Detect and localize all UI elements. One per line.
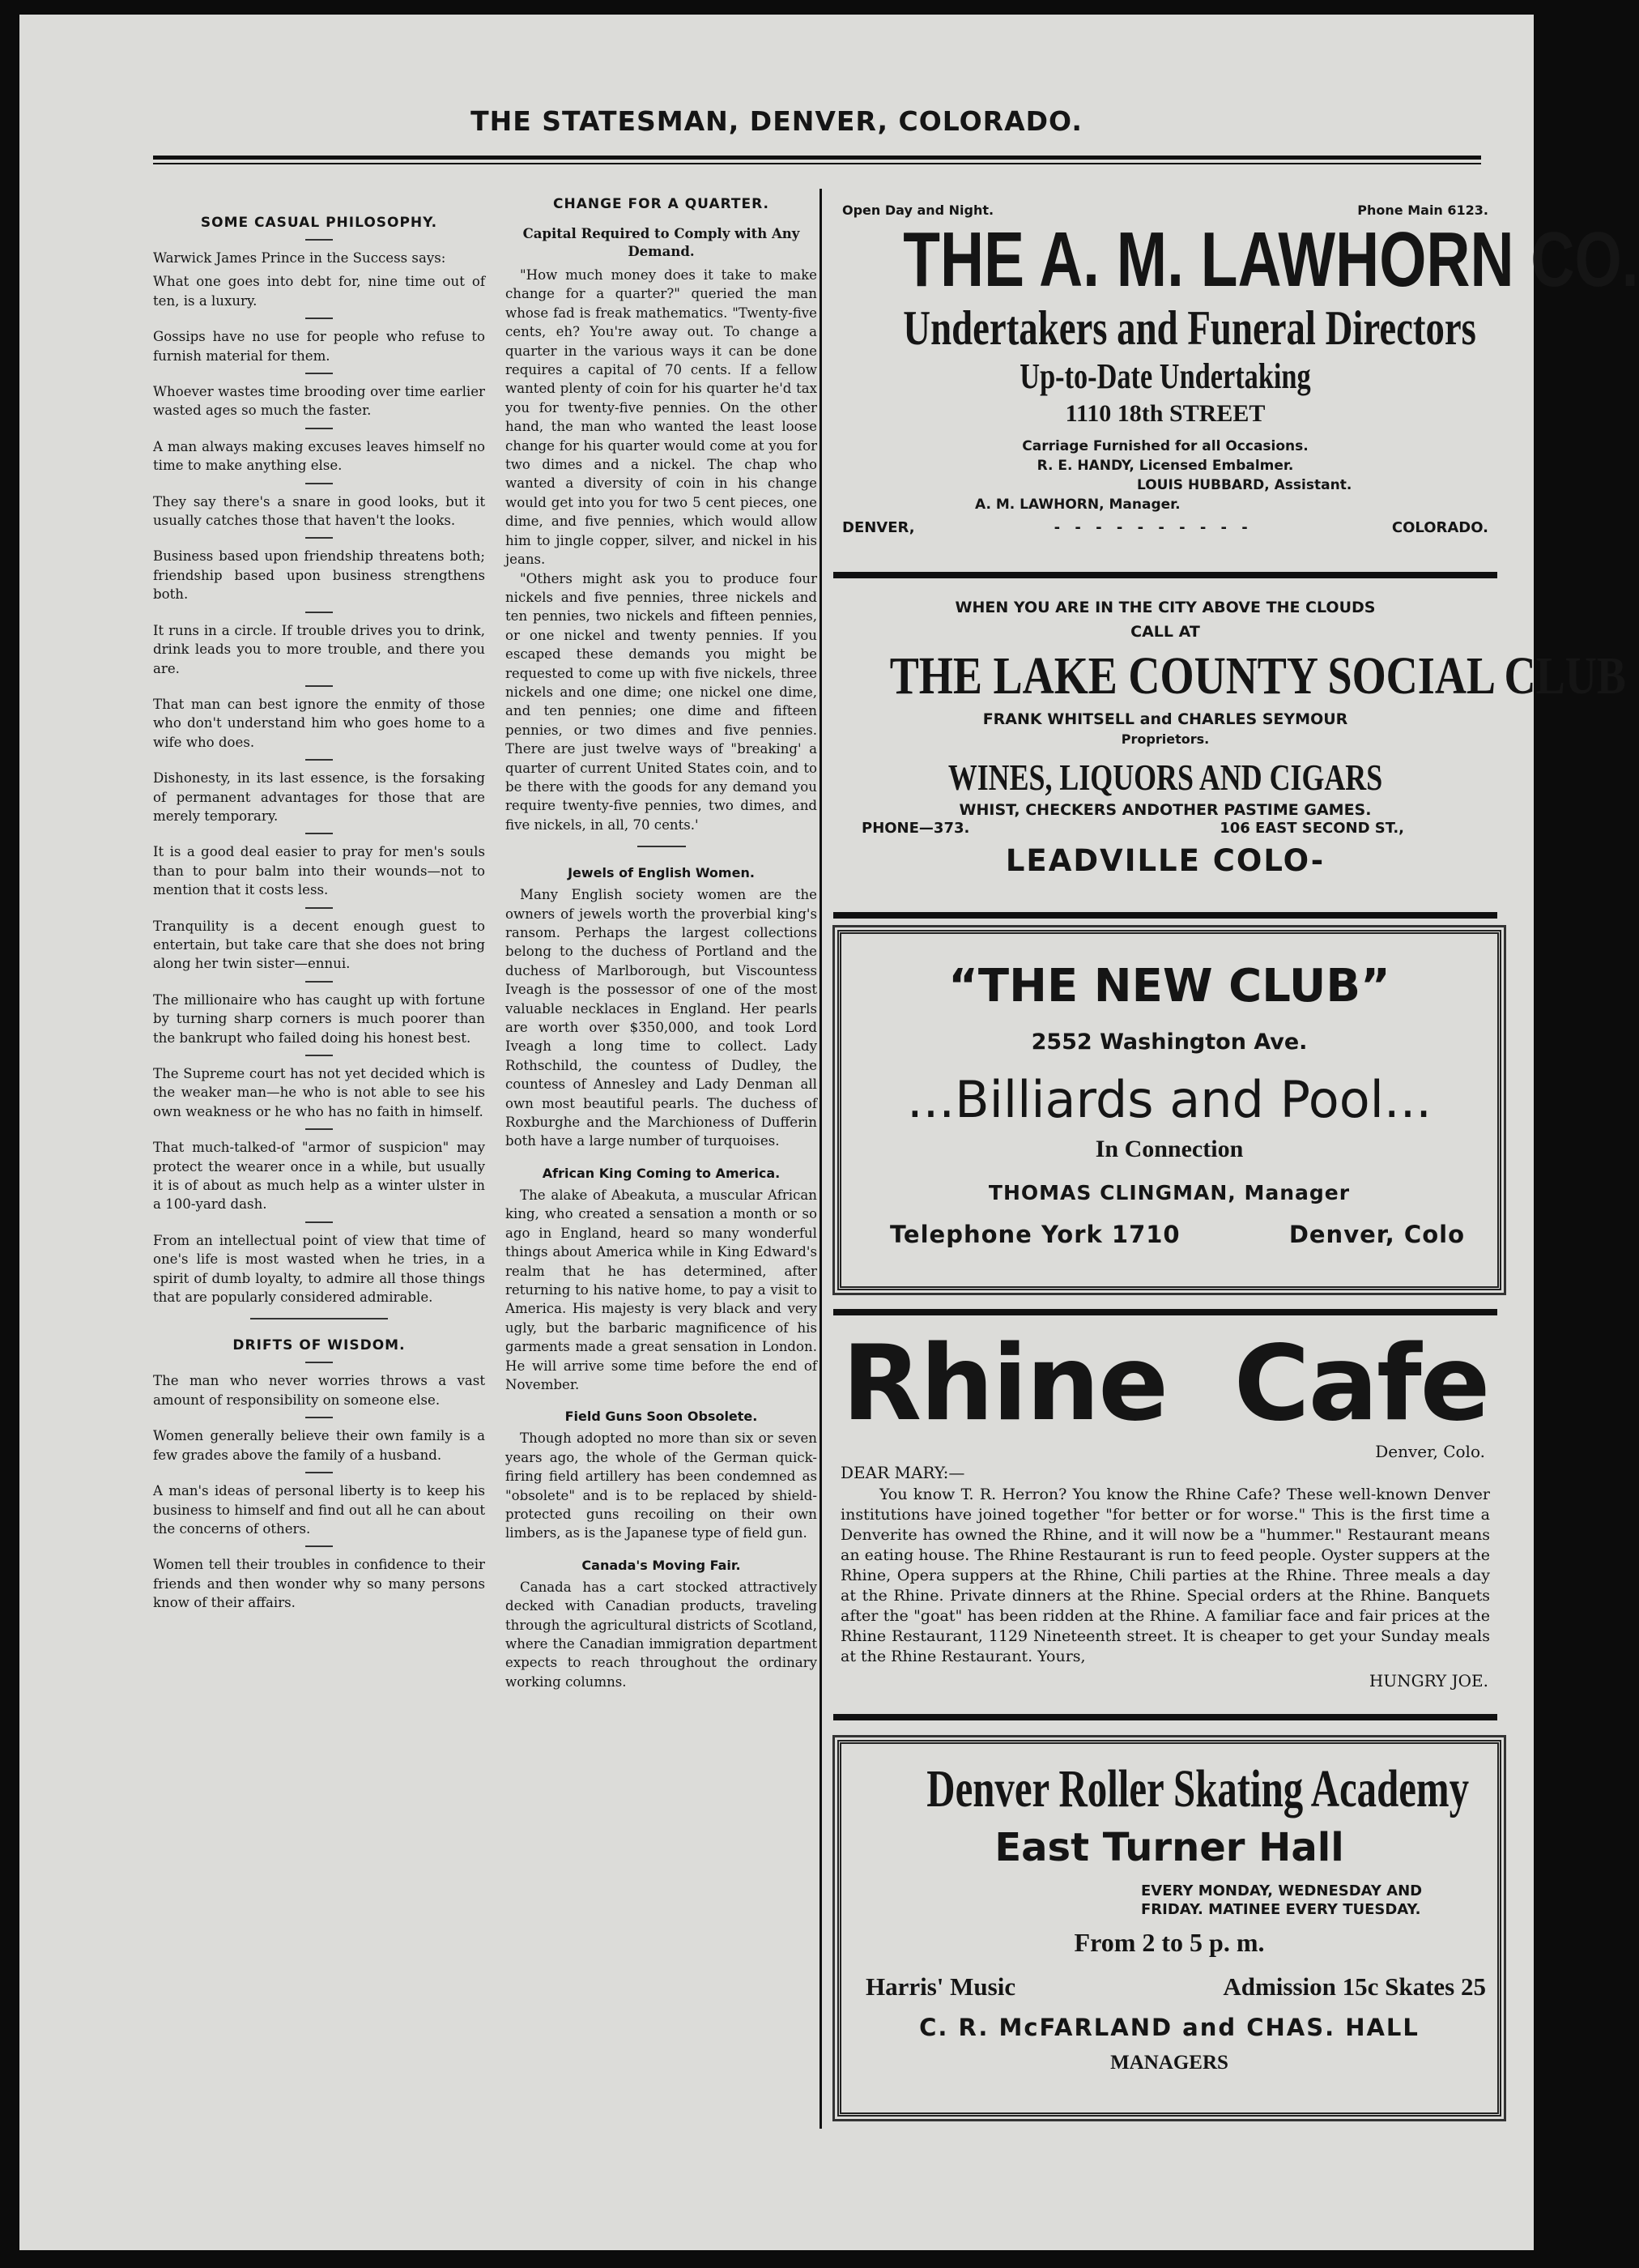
divider <box>305 428 333 429</box>
left-paragraph: Gossips have no use for people who refuse to furnish material for them. <box>153 329 485 364</box>
left-paragraph: It runs in a circle. If trouble drives you to drink, drink leads you to more trouble, and there you are. <box>153 622 485 676</box>
divider <box>305 373 333 374</box>
ad-rhine-body: You know T. R. Herron? You know the Rhine Cafe? These well-known Denver institutions have joined together "for better or for worse." This is the first time a Denverite has owned the Rhine, and it will now be a "hummer." Restaurant means an eating house. The Rhine Restaurant is run to feed people. Oyster suppers at the Rhine, Opera suppers at the Rhine, Chili parties at the Rhine. Three meals a day at the Rhine. Private dinners at the Rhine. Special orders at the Rhine. Banquets after the "goat" has been ridden at the Rhine. A familiar face and fair prices at the Rhine Restaurant, 1129 Nineteenth street. It is cheaper to get your Sunday meals at the Rhine Restaurant. Yours, <box>841 1486 1490 1665</box>
ad-skating-owners-title: MANAGERS <box>1110 2052 1228 2074</box>
middle-heading-2: Jewels of English Women. <box>568 865 755 881</box>
left-paragraph: Business based upon friendship threatens both; friendship based upon business strengthens both. <box>153 548 485 603</box>
middle-column <box>505 193 817 2121</box>
ad-newclub-billiards: ...Billiards and Pool... <box>906 1070 1433 1129</box>
ad-lawhorn-open: Open Day and Night. <box>842 202 994 218</box>
middle-paragraph-5: Canada has a cart stocked attractively decked with Canadian products, traveling through the agricultural districts of Scotland, where the Canadian immigration department expects to reach throughout the ordinary working columns. <box>505 1579 817 1690</box>
ad-lake-phone: PHONE—373. <box>862 820 970 837</box>
divider <box>305 833 333 834</box>
ad-lawhorn-line2: R. E. HANDY, Licensed Embalmer. <box>1037 458 1294 474</box>
divider <box>305 1055 333 1056</box>
middle-paragraph: "How much money does it take to make change for a quarter?" queried the man whose fad is freak mathematics. "Twenty-five cents, eh? You're away out. To change a quarter in the various ways it can be done requires a capital of 70 cents. If a fellow wanted plenty of coin for his quarter he'd tax you for twenty-five pennies. On the other hand, the man who wanted the least loose change for his quarter would come at you for two dimes and a nickel. The chap who wanted a diversity of coin in his change would get into you for two 5 cent pieces, one dime, and five pennies, which would allow him to jingle copper, silver, and nickel in his jeans. <box>505 267 817 568</box>
ad-skating-days: EVERY MONDAY, WEDNESDAY AND FRIDAY. MATINEE EVERY TUESDAY. <box>1141 1882 1423 1918</box>
divider <box>305 537 333 539</box>
middle-heading-3: African King Coming to America. <box>542 1165 781 1181</box>
ad-newclub-address: 2552 Washington Ave. <box>1031 1030 1308 1055</box>
left-paragraph: That much-talked-of "armor of suspicion" may protect the wearer once in a while, but usually it is of about as much help as a winter ulster in a 100-yard dash. <box>153 1140 485 1213</box>
divider <box>305 1221 333 1223</box>
ad-lake-intro1: WHEN YOU ARE IN THE CITY ABOVE THE CLOUDS <box>955 599 1376 616</box>
divider <box>305 759 333 761</box>
left-paragraph: A man always making excuses leaves himself no time to make anything else. <box>153 438 485 474</box>
middle-heading: CHANGE FOR A QUARTER. <box>552 196 769 212</box>
ad-lawhorn-city-dots: - - - - - - - - - - <box>1054 519 1253 536</box>
section-rule <box>637 846 686 847</box>
middle-heading-4: Field Guns Soon Obsolete. <box>564 1409 758 1425</box>
divider <box>305 1472 333 1473</box>
left-paragraph-2: Women tell their troubles in confidence to their friends and then wonder why so many persons know of their affairs. <box>153 1557 485 1611</box>
divider <box>305 612 333 613</box>
divider <box>305 907 333 909</box>
left-paragraph-2: Women generally believe their own family is a few grades above the family of a husband. <box>153 1428 485 1463</box>
middle-paragraph: "Others might ask you to produce four nickels and five pennies, three nickels and ten pennies, two nickels and fifteen pennies, or one nickel and twenty pennies. If you escaped these demands you might be requested to come up with five nickels, three nickels and one dime; one nickel one dime, and ten pennies; one dime and fifteen pennies, or two dimes and five pennies. There are just twelve ways of "breaking' a quarter of current United States coin, and to be there with the goods for any demand you require twenty-five pennies, two dimes, and five nickels, in all, 70 cents.' <box>505 570 817 833</box>
ad-separator <box>833 1714 1497 1720</box>
ad-lawhorn-name: THE A. M. LAWHORN CO. <box>903 216 1639 303</box>
ad-newclub-telephone: Telephone York 1710 <box>890 1221 1181 1248</box>
ad-lawhorn-city-left: DENVER, <box>842 519 915 536</box>
masthead-rule <box>153 156 1481 160</box>
middle-paragraph-4: Though adopted no more than six or seven years ago, the whole of the German quick-firing field artillery has been condemned as "obsolete" and is to be replaced by shield-protected guns recoiling on their own limbers, as is the Japanese type of field gun. <box>505 1430 817 1541</box>
ad-rhine-signature: HUNGRY JOE. <box>1369 1671 1488 1690</box>
divider <box>305 1362 333 1363</box>
ad-skating-name: Denver Roller Skating Academy <box>926 1759 1470 1818</box>
divider <box>305 1128 333 1130</box>
newspaper-page <box>19 15 1639 2250</box>
ad-skating-owners: C. R. McFARLAND and CHAS. HALL <box>919 2014 1420 2041</box>
ad-lake-goods: WINES, LIQUORS AND CIGARS <box>947 757 1383 798</box>
ad-separator <box>833 1309 1497 1315</box>
left-paragraph-2: The man who never worries throws a vast amount of responsibility on someone else. <box>153 1373 485 1408</box>
ad-lake-owners: FRANK WHITSELL and CHARLES SEYMOUR <box>982 710 1348 728</box>
ad-lake-games: WHIST, CHECKERS ANDOTHER PASTIME GAMES. <box>959 801 1372 819</box>
divider <box>305 1545 333 1547</box>
left-heading: SOME CASUAL PHILOSOPHY. <box>200 215 438 231</box>
left-paragraph: They say there's a snare in good looks, but it usually catches those that haven't the looks. <box>153 493 485 529</box>
ad-skating-admission: Admission 15c Skates 25 <box>1223 1972 1486 2001</box>
ad-rhine-cafe <box>829 1323 1501 1707</box>
left-paragraph-2: A man's ideas of personal liberty is to keep his business to himself and find out all he can about the concerns of others. <box>153 1483 485 1537</box>
left-heading-2: DRIFTS OF WISDOM. <box>232 1337 406 1354</box>
ad-newclub-manager: THOMAS CLINGMAN, Manager <box>988 1181 1351 1204</box>
ad-rhine-name: Rhine Cafe <box>841 1324 1489 1444</box>
ad-lawhorn-line1: Carriage Furnished for all Occasions. <box>1022 438 1309 454</box>
left-paragraph: Tranquility is a decent enough guest to entertain, but take care that she does not bring along her twin sister—ennui. <box>153 918 485 972</box>
left-paragraph: The Supreme court has not yet decided which is the weaker man—he who is not able to see his own weakness or he who has no faith in himself. <box>153 1066 485 1119</box>
divider <box>305 685 333 687</box>
ad-lake-owners-title: Proprietors. <box>1121 731 1210 747</box>
ad-new-club <box>837 930 1501 1290</box>
ad-lake-address: 106 EAST SECOND ST., <box>1220 820 1404 837</box>
ad-rhine-salutation: DEAR MARY:— <box>841 1463 965 1482</box>
ad-lawhorn-city-right: COLORADO. <box>1391 519 1488 536</box>
middle-heading-5: Canada's Moving Fair. <box>581 1557 741 1573</box>
ad-lake-county <box>829 586 1626 910</box>
left-paragraph: What one goes into debt for, nine time out of ten, is a luxury. <box>153 274 485 309</box>
middle-paragraph-3: The alake of Abeakuta, a muscular African king, who created a sensation a month or so ago in England, heard so many wonderful things about America while in King Edward's realm that he has determined, after returning to his native home, to pay a visit to America. His majesty is very black and very ugly, but the barbaric magnificence of his garments made a great sensation in London. He will arrive some time before the end of November. <box>505 1187 817 1392</box>
middle-paragraph-2: Many English society women are the owners of jewels worth the proverbial king's ransom. Perhaps the largest collections belong to the duchess of Portland and the duchess of Marlborough, but Viscountess Iveagh is the possessor of one of the most valuable necklaces in England. Her pearls are worth over $350,000, and took Lord Iveagh a long time to collect. Lady Rothschild, the countess of Dudley, the countess of Annesley and Lady Denman all own most beautiful pearls. The duchess of Roxburghe and the Marchioness of Dufferin both have a large number of turquoises. <box>505 887 817 1149</box>
ad-separator <box>833 572 1497 578</box>
divider <box>305 239 333 241</box>
ad-lake-city: LEADVILLE COLO- <box>1005 843 1326 878</box>
ad-lawhorn-address: 1110 18th STREET <box>1065 400 1266 427</box>
divider <box>305 981 333 983</box>
left-paragraph: Warwick James Prince in the Success says: <box>153 250 446 266</box>
ad-newclub-connection: In Connection <box>1095 1136 1244 1162</box>
left-paragraph: Whoever wastes time brooding over time earlier wasted ages so much the faster. <box>153 384 485 419</box>
ad-lawhorn-line3: LOUIS HUBBARD, Assistant. <box>1137 477 1352 493</box>
ad-skating-music: Harris' Music <box>866 1972 1016 2001</box>
ad-skating-hours: From 2 to 5 p. m. <box>1074 1928 1265 1957</box>
ad-lawhorn-tagline: Undertakers and Funeral Directors <box>903 301 1476 355</box>
masthead: THE STATESMAN, DENVER, COLORADO. <box>470 105 1083 137</box>
left-column <box>153 197 485 2125</box>
ad-separator <box>833 912 1497 919</box>
left-paragraph: Dishonesty, in its last essence, is the forsaking of permanent advantages for those that are merely temporary. <box>153 770 485 824</box>
ad-skating-hall: East Turner Hall <box>994 1825 1344 1870</box>
left-paragraph: From an intellectual point of view that time of one's life is most wasted when he tries, in a spirit of dumb loyalty, to admire all those things that are popularly considered admirable. <box>153 1232 485 1306</box>
section-rule <box>250 1318 388 1319</box>
ad-rhine-city: Denver, Colo. <box>1375 1442 1485 1461</box>
ad-lake-name: THE LAKE COUNTY SOCIAL CLUB <box>889 646 1626 706</box>
middle-subheading: Capital Required to Comply with Any Demand. <box>522 226 800 259</box>
ad-newclub-city: Denver, Colo <box>1288 1221 1465 1248</box>
ad-lawhorn-line4: A. M. LAWHORN, Manager. <box>975 497 1181 513</box>
masthead-rule-thin <box>153 163 1481 164</box>
column-rule <box>820 189 822 2129</box>
ad-lawhorn <box>829 185 1639 573</box>
ad-newclub-name: “THE NEW CLUB” <box>948 960 1390 1013</box>
left-paragraph: It is a good deal easier to pray for men's souls than to pour balm into their wounds—not to mention that it costs less. <box>153 844 485 898</box>
left-paragraph: That man can best ignore the enmity of those who don't understand him who goes home to a wife who does. <box>153 696 485 750</box>
divider <box>305 483 333 484</box>
ad-skating <box>837 1740 1501 2117</box>
divider <box>305 1417 333 1418</box>
ad-lawhorn-service: Up-to-Date Undertaking <box>1020 356 1311 396</box>
ad-lake-intro2: CALL AT <box>1130 623 1200 641</box>
divider <box>305 318 333 319</box>
ad-lawhorn-phone: Phone Main 6123. <box>1357 202 1488 218</box>
left-paragraph: The millionaire who has caught up with fortune by turning sharp corners is much poorer than the bankrupt who failed doing his honest best. <box>153 991 485 1046</box>
